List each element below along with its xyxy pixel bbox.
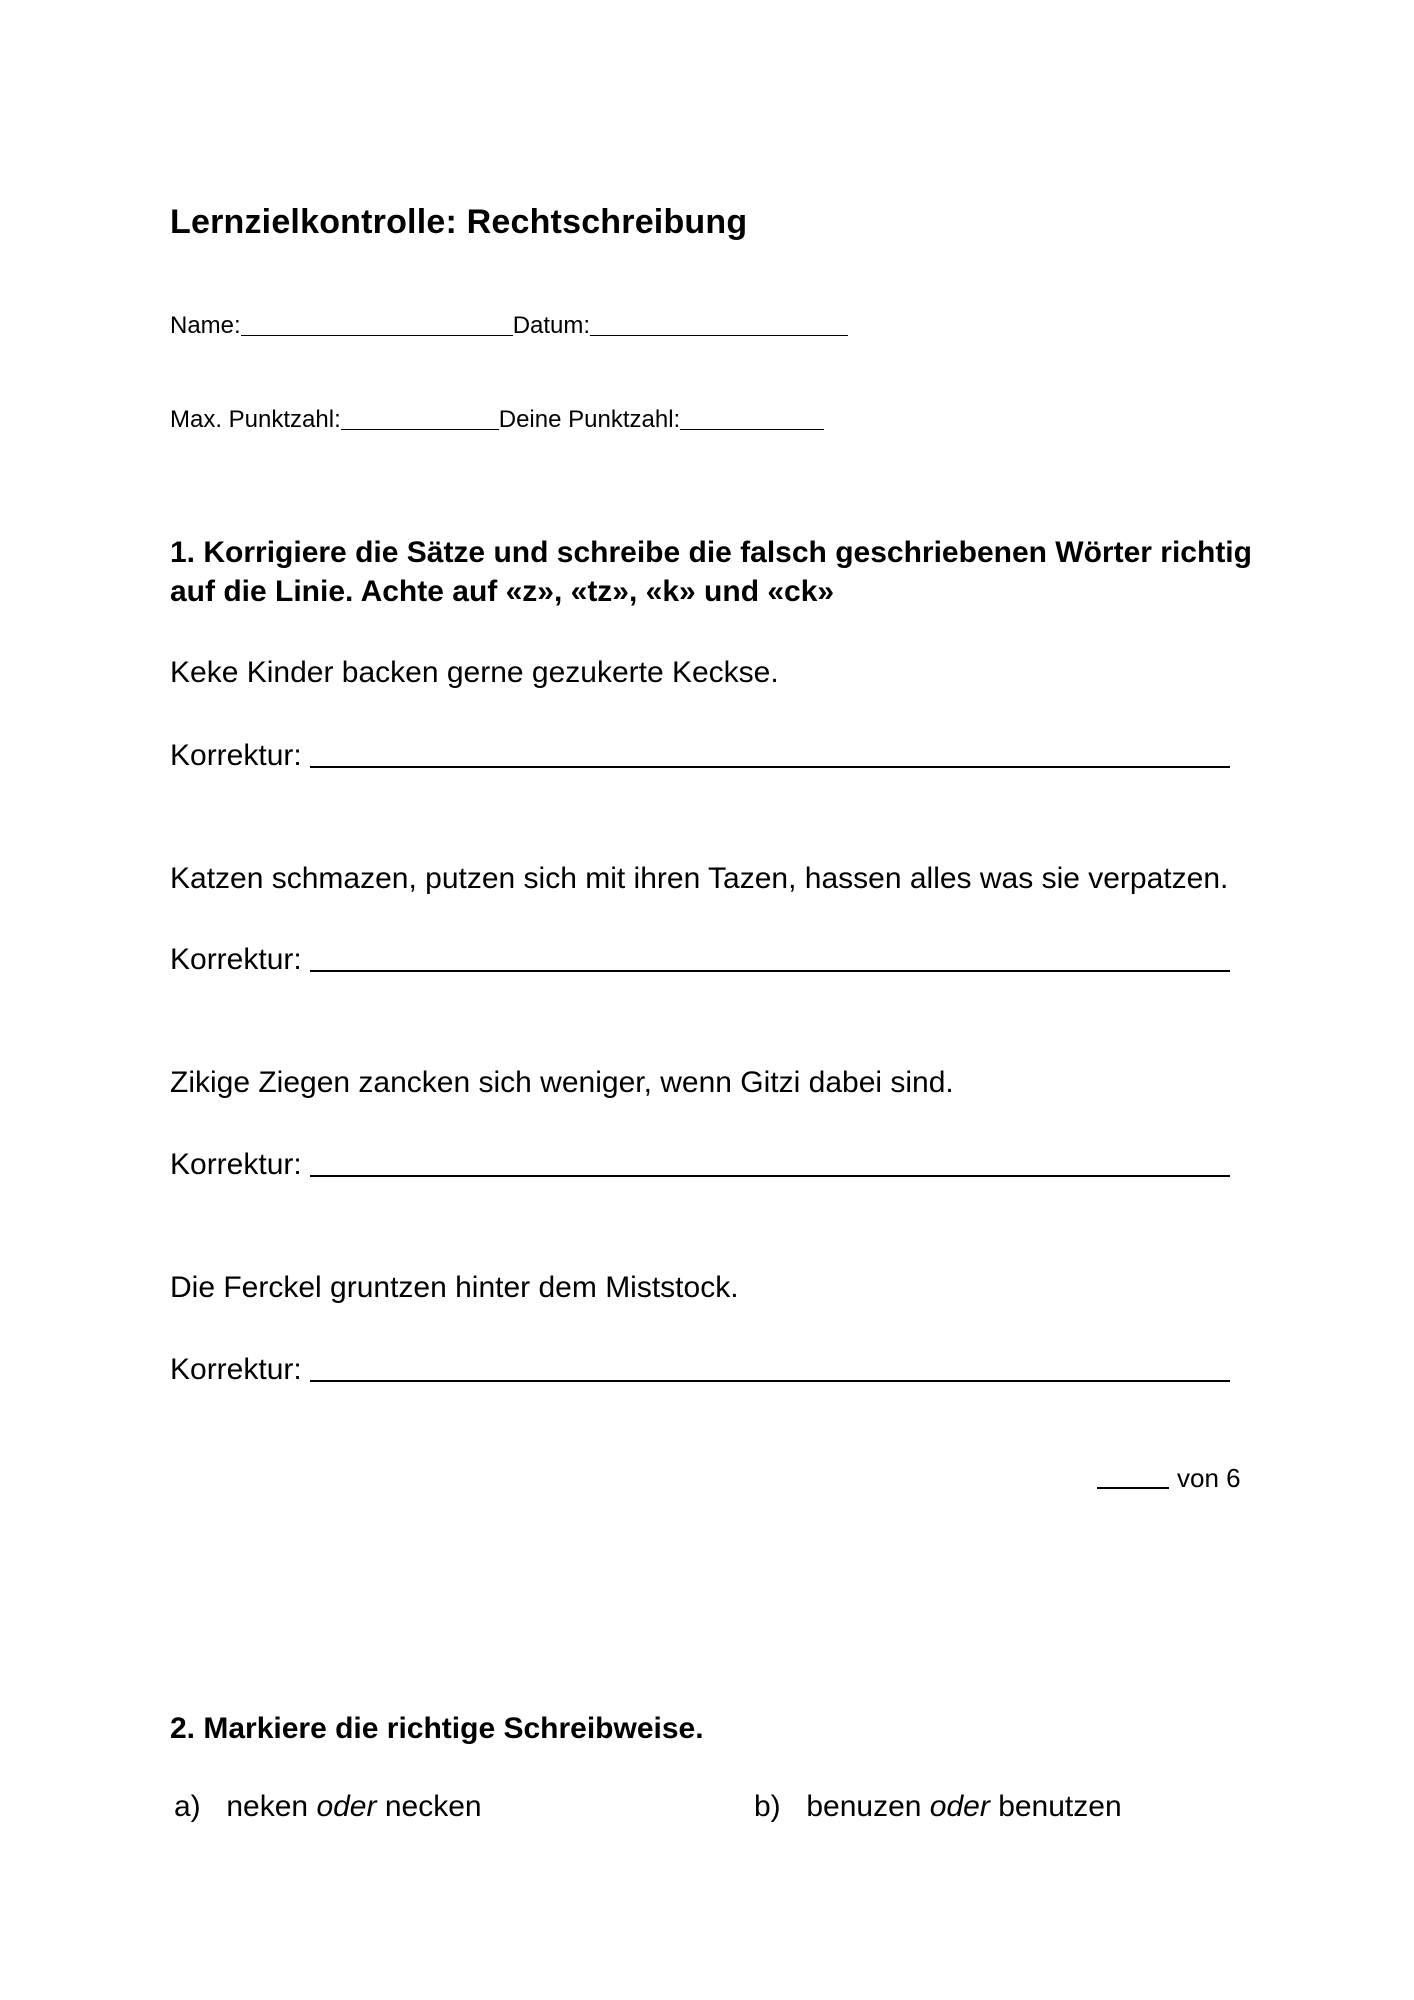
task1-heading-line2: auf die Linie. Achte auf «z», «tz», «k» und «ck» xyxy=(170,575,835,608)
max-points-field[interactable] xyxy=(341,409,499,430)
correction-label: Korrektur: xyxy=(170,1148,302,1181)
name-label: Name: xyxy=(170,312,241,339)
task1-heading xyxy=(170,533,1252,611)
option-connector: oder xyxy=(316,1790,385,1823)
option-letter: b) xyxy=(754,1790,781,1823)
correction-row-3 xyxy=(170,1147,1230,1182)
correction-answer-line[interactable] xyxy=(310,1352,1230,1382)
correction-label: Korrektur: xyxy=(170,739,302,772)
sentence-4: Die Ferckel gruntzen hinter dem Miststock. xyxy=(170,1271,739,1304)
correction-row-2 xyxy=(170,942,1230,977)
option-word-first[interactable]: benuzen xyxy=(806,1790,922,1823)
task1-heading-line1: 1. Korrigiere die Sätze und schreibe die falsch geschriebenen Wörter richtig xyxy=(170,536,1252,569)
correction-answer-line[interactable] xyxy=(310,738,1230,768)
correction-answer-line[interactable] xyxy=(310,942,1230,972)
task1-score xyxy=(1097,1463,1241,1494)
correction-row-4 xyxy=(170,1352,1230,1387)
option-a[interactable] xyxy=(174,1790,482,1824)
correction-label: Korrektur: xyxy=(170,1353,302,1386)
option-word-second[interactable]: necken xyxy=(384,1790,482,1823)
your-points-label: Deine Punktzahl: xyxy=(498,406,681,433)
option-connector: oder xyxy=(929,1790,999,1823)
score-total: von 6 xyxy=(1177,1463,1241,1493)
points-row xyxy=(170,406,824,434)
task2-heading: 2. Markiere die richtige Schreibweise. xyxy=(170,1712,704,1745)
option-b[interactable] xyxy=(754,1790,1122,1824)
correction-answer-line[interactable] xyxy=(310,1147,1230,1177)
page-title: Lernzielkontrolle: Rechtschreibung xyxy=(170,203,748,241)
date-label: Datum: xyxy=(512,312,591,339)
sentence-2: Katzen schmazen, putzen sich mit ihren Tazen, hassen alles was sie verpatzen. xyxy=(170,862,1229,895)
correction-label: Korrektur: xyxy=(170,943,302,976)
sentence-1: Keke Kinder backen gerne gezukerte Keckse. xyxy=(170,656,779,689)
name-field[interactable] xyxy=(241,315,513,336)
score-field[interactable] xyxy=(1097,1467,1169,1489)
option-word-first[interactable]: neken xyxy=(226,1790,309,1823)
option-letter: a) xyxy=(174,1790,201,1823)
your-points-field[interactable] xyxy=(680,409,824,430)
correction-row-1 xyxy=(170,738,1230,773)
option-word-second[interactable]: benutzen xyxy=(998,1790,1122,1823)
sentence-3: Zikige Ziegen zancken sich weniger, wenn Gitzi dabei sind. xyxy=(170,1066,954,1099)
max-points-label: Max. Punktzahl: xyxy=(170,406,341,433)
name-date-row xyxy=(170,312,848,340)
date-field[interactable] xyxy=(590,315,848,336)
